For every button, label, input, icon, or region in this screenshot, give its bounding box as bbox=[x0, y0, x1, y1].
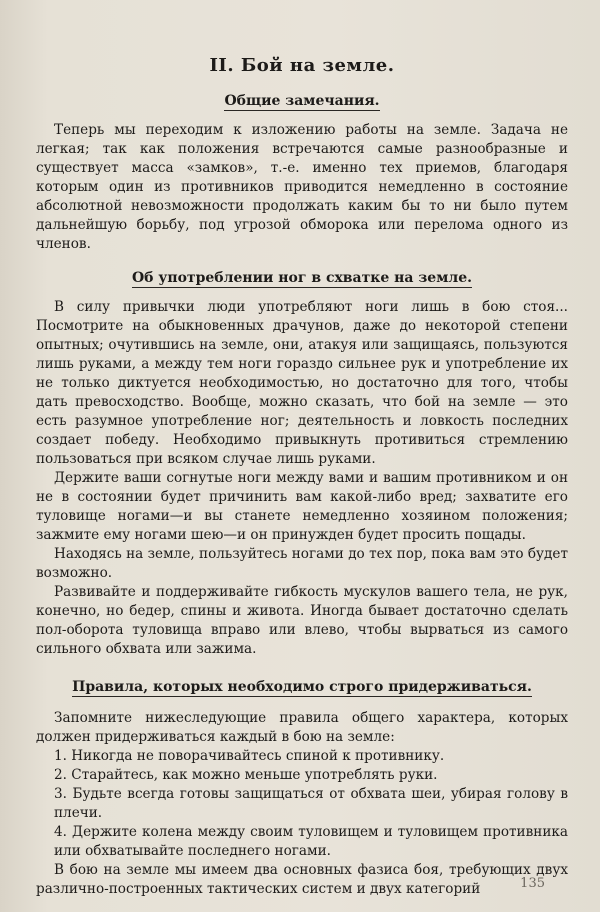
section-heading-legs bbox=[36, 268, 568, 288]
paragraph: Теперь мы переходим к изложению работы на земле. Задача не легкая; так как положения встречаются самые разнообразные и существует масса «замков», т.-е. именно тех приемов, благодаря которым один из противников приводится немедленно в состояние абсолютной невозможности продолжать каким бы то ни было путем дальнейшую борьбу, под угрозой обморока или перелома одного из членов. bbox=[36, 122, 568, 252]
section-heading-legs-text: Об употреблении ног в схватке на земле. bbox=[131, 270, 473, 286]
section-heading-general-text: Общие замечания. bbox=[224, 93, 380, 109]
paragraph: Держите ваши согнутые ноги между вами и вашим противником и он не в состоянии будет причинить вам какой-либо вред; захватите его туловище ногами—и вы станете немедленно хозяином положения; зажмите ему ногами шею—и он принужден будет просить пощады. bbox=[36, 470, 568, 543]
page-number: 135 bbox=[520, 876, 545, 891]
page-content bbox=[36, 54, 568, 899]
paragraph: Развивайте и поддерживайте гибкость мускулов вашего тела, не рук, конечно, но бедер, спины и живота. Иногда бывает достаточно сделать пол-оборота туловища вправо или влево, чтобы вырваться из самого сильного обхвата или зажима. bbox=[36, 584, 568, 657]
paragraph: В силу привычки люди употребляют ноги лишь в бою стоя... Посмотрите на обыкновенных драчунов, даже до некоторой степени опытных; очутившись на земле, они, атакуя или защищаясь, пользуются лишь руками, а между тем ноги гораздо сильнее рук и употребление их не только диктуется необходимостью, но достаточно для того, чтобы дать превосходство. Вообще, можно сказать, что бой на земле — это есть разумное употребление ног; деятельность и ловкость последних создает победу. Необходимо привыкнуть противиться стремлению пользоваться при всяком случае лишь руками. bbox=[36, 299, 568, 467]
section-heading-rules-text: Правила, которых необходимо строго придерживаться. bbox=[72, 679, 532, 695]
paragraph: Запомните нижеследующие правила общего характера, которых должен придерживаться каждый в бою на земле: bbox=[36, 710, 568, 745]
rule-item: 3. Будьте всегда готовы защищаться от обхвата шеи, убирая голову в плечи. bbox=[54, 786, 568, 821]
chapter-title: II. Бой на земле. bbox=[209, 55, 395, 76]
paragraph: Находясь на земле, пользуйтесь ногами до тех пор, пока вам это будет возможно. bbox=[36, 546, 568, 581]
rule-item: 4. Держите колена между своим туловищем и туловищем противника или обхватывайте последнего ногами. bbox=[54, 824, 568, 859]
section-heading-rules bbox=[36, 677, 568, 697]
paragraph: В бою на земле мы имеем два основных фазиса боя, требующих двух различно-построенных тактических систем и двух категорий bbox=[36, 862, 568, 897]
section-heading-general bbox=[36, 91, 568, 111]
rule-item: 2. Старайтесь, как можно меньше употреблять руки. bbox=[54, 767, 438, 783]
rule-item: 1. Никогда не поворачивайтесь спиной к противнику. bbox=[54, 748, 445, 764]
